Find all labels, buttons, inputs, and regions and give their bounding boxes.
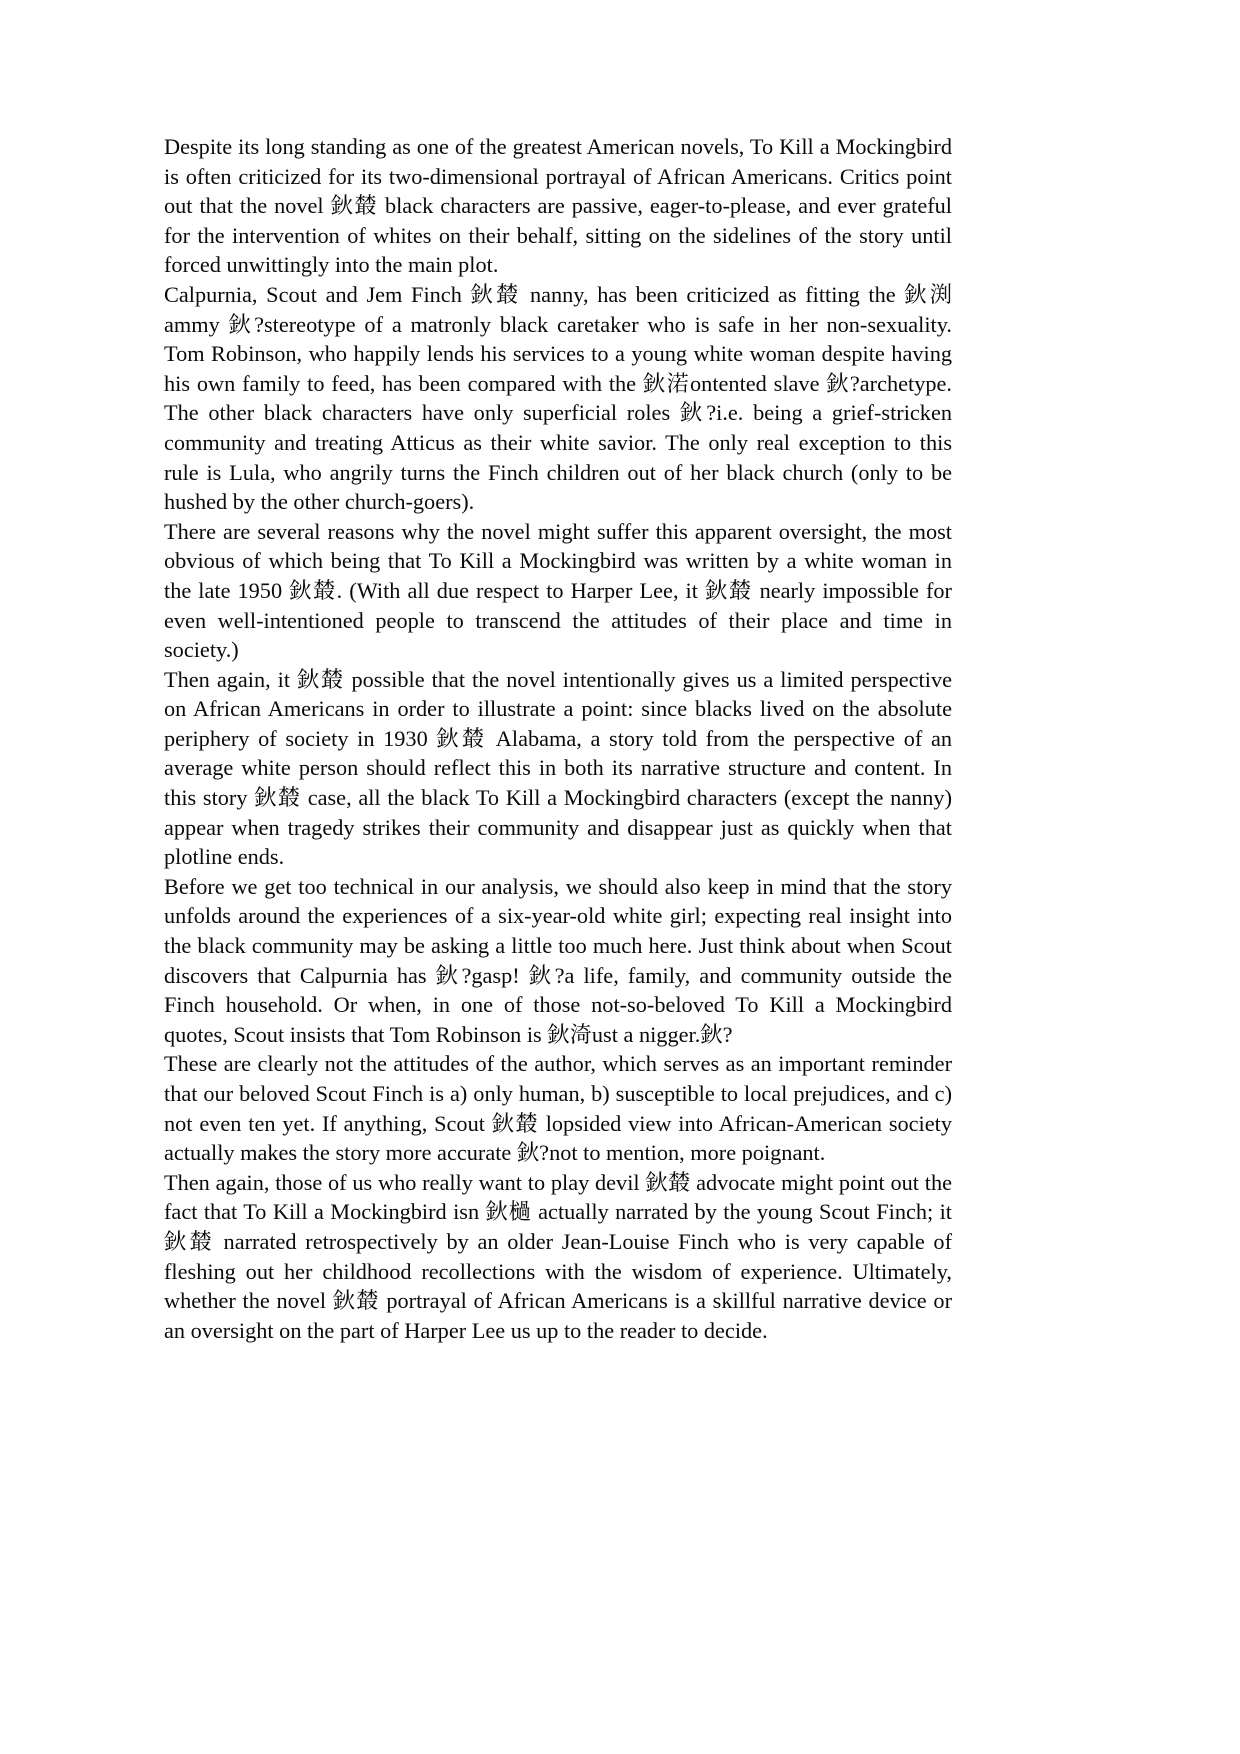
paragraph: There are several reasons why the novel might suffer this apparent oversight, the most obvious of which being that To Kill a Mockingbird was written by a white woman in the late 1950 鈥樷. (With all due respect to Harper Lee, it 鈥樷 nearly impossible for even well-intentioned people to transcend the attitudes of their place and time in society.) xyxy=(164,518,952,663)
paragraph: Despite its long standing as one of the greatest American novels, To Kill a Mockingbird is often criticized for its two-dimensional portrayal of African Americans. Critics point out that the novel 鈥樷 black characters are passive, eager-to-please, and ever grateful for the intervention of whites on their behalf, sitting on the sidelines of the story until forced unwittingly into the main plot. xyxy=(164,134,952,278)
paragraph: Then again, it 鈥樷 possible that the novel intentionally gives us a limited perspective on African Americans in order to illustrate a point: since blacks lived on the absolute periphery of society in 1930 鈥樷 Alabama, a story told from the perspective of an average white person should reflect this in both its narrative structure and content. In this story 鈥樷 case, all the black To Kill a Mockingbird characters (except the nanny) appear when tragedy strikes their community and disappear just as quickly when that plotline ends. xyxy=(164,666,952,870)
paragraph: Before we get too technical in our analysis, we should also keep in mind that the story unfolds around the experiences of a six-year-old white girl; expecting real insight into the black community may be asking a little too much here. Just think about when Scout discovers that Calpurnia has 鈥?gasp! 鈥?a life, family, and community outside the Finch household. Or when, in one of those not-so-beloved To Kill a Mockingbird quotes, Scout insists that Tom Robinson is 鈥渏ust a nigger.鈥? xyxy=(164,873,952,1047)
paragraph: Calpurnia, Scout and Jem Finch 鈥樷 nanny, has been criticized as fitting the 鈥渕ammy 鈥?stereotype of a matronly black caretaker who is safe in her non-sexuality. Tom Robinson, who happily lends his services to a young white woman despite having his own family to feed, has been compared with the 鈥渃ontented slave 鈥?archetype. The other black characters have only superficial roles 鈥?i.e. being a grief-stricken community and treating Atticus as their white savior. The only real exception to this rule is Lula, who angrily turns the Finch children out of her black church (only to be hushed by the other church-goers). xyxy=(164,281,952,515)
text-column xyxy=(164,132,952,1345)
paragraph: These are clearly not the attitudes of the author, which serves as an important reminder that our beloved Scout Finch is a) only human, b) susceptible to local prejudices, and c) not even ten yet. If anything, Scout 鈥樷 lopsided view into African-American society actually makes the story more accurate 鈥?not to mention, more poignant. xyxy=(164,1051,952,1166)
paragraph: Then again, those of us who really want to play devil 鈥樷 advocate might point out the fact that To Kill a Mockingbird isn 鈥檛 actually narrated by the young Scout Finch; it 鈥樷 narrated retrospectively by an older Jean-Louise Finch who is very capable of fleshing out her childhood recollections with the wisdom of experience. Ultimately, whether the novel 鈥樷 portrayal of African Americans is a skillful narrative device or an oversight on the part of Harper Lee us up to the reader to decide. xyxy=(164,1169,952,1343)
